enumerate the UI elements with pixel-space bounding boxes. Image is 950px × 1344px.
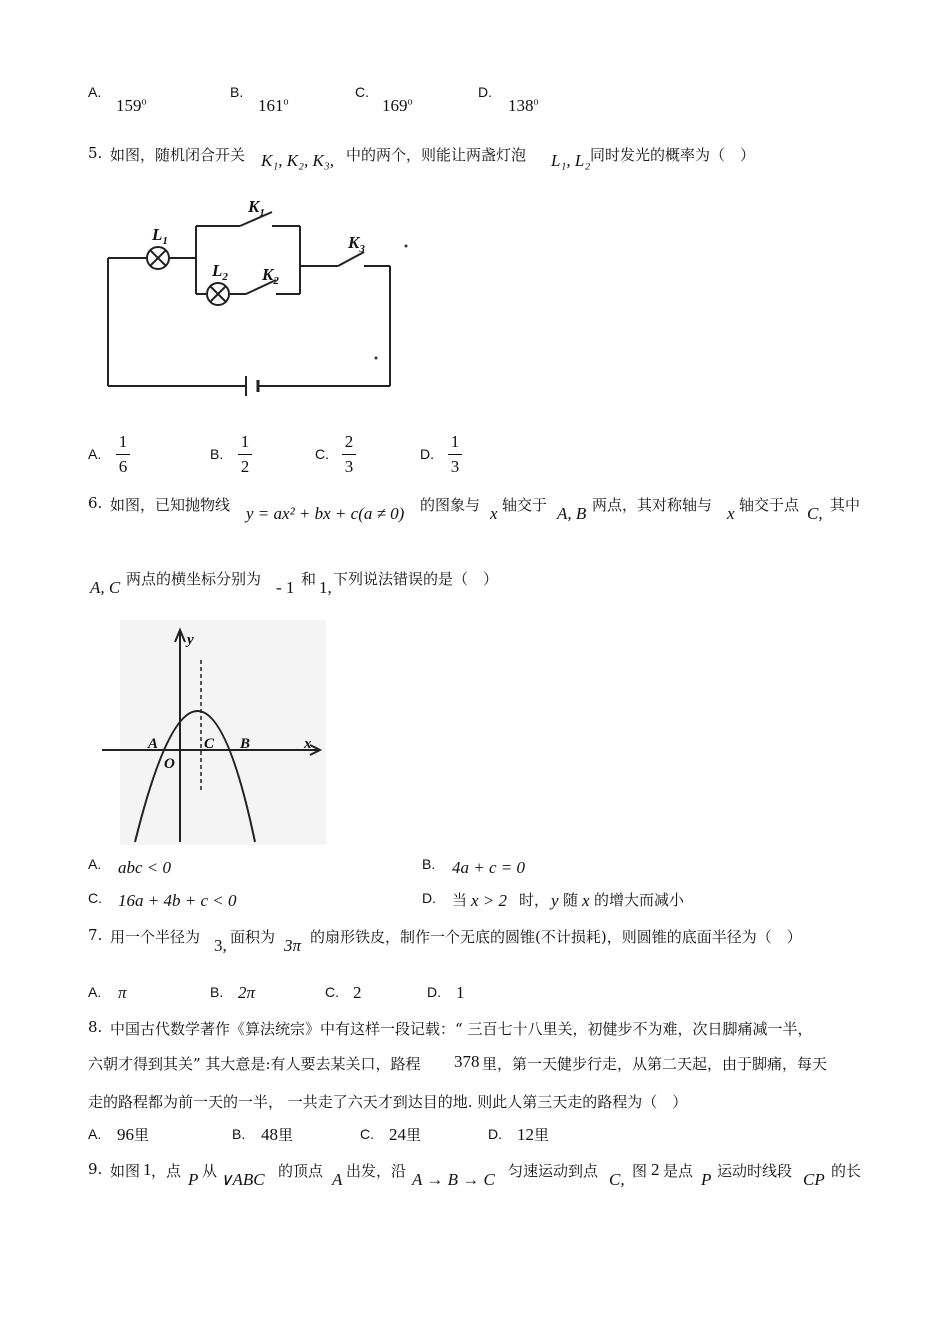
q5-circuit-diagram: [100, 190, 420, 410]
q4-option-d-value: 138$^o$: [508, 96, 539, 115]
q8-line-1: 中国古代数学著作《算法统宗》中有这样一段记载：“ 三百七十八里关，初健步不为难，次日脚痛减一半，: [110, 1020, 813, 1038]
q8-distance: 378: [454, 1052, 480, 1071]
q4-option-a-label: A.: [88, 84, 102, 100]
q6-formula: y = ax² + bx + c(a ≠ 0): [246, 504, 405, 523]
q8-option-c-label: C.: [360, 1126, 374, 1142]
q8-line-2a: 六朝才得到其关” 其大意是:有人要去某关口，路程: [88, 1055, 421, 1073]
q6-option-d-y: y: [551, 891, 559, 910]
q8-line-3: 走的路程都为前一天的一半， 一共走了六天才到达目的地. 则此人第三天走的路程为（ ）: [88, 1093, 688, 1111]
graph-label-o: O: [164, 756, 175, 772]
q9-fig1: 1: [143, 1160, 152, 1179]
q6-option-c-label: C.: [88, 890, 102, 906]
q7-option-c-label: C.: [325, 984, 339, 1000]
q5-text-a: 如图，随机闭合开关: [110, 146, 246, 164]
q6-option-b-label: B.: [422, 856, 436, 872]
q9-c: C,: [609, 1170, 625, 1189]
q7-text-c: 的扇形铁皮，制作一个无底的圆锥(不计损耗)，则圆锥的底面半径为（ ）: [310, 928, 802, 946]
q6-option-d-post: 的增大而减小: [594, 891, 685, 909]
q8-number: 8.: [88, 1018, 103, 1036]
q6-c: C,: [807, 504, 823, 523]
q7-text-a: 用一个半径为: [110, 928, 201, 946]
circuit-label-k1: $K_1$: [248, 197, 265, 219]
q4-option-b-value: 161$^o$: [258, 96, 289, 115]
q9-text-g: 图: [632, 1162, 648, 1180]
q8-option-b-label: B.: [232, 1126, 246, 1142]
q6-text-a: 如图，已知抛物线: [110, 496, 231, 514]
q6-option-c-text: 16a + 4b + c < 0: [118, 891, 237, 910]
q4-option-c-value: 169$^o$: [382, 96, 413, 115]
q6-text-h: 和: [301, 570, 317, 588]
q9-cp: CP: [803, 1170, 825, 1189]
circuit-label-l2: $L_2$: [212, 261, 228, 283]
q5-option-a-fraction: 1 6: [116, 432, 130, 477]
q6-text-d: 两点，其对称轴与: [592, 496, 713, 514]
q9-text-b: ，点: [151, 1162, 182, 1180]
q8-line-2b: 里，第一天健步行走，从第二天起，由于脚痛，每天: [482, 1055, 828, 1073]
q6-one: 1,: [319, 578, 332, 597]
q5-option-c-fraction: 2 3: [342, 432, 356, 477]
q7-number: 7.: [88, 926, 103, 944]
q5-number: 5.: [88, 144, 103, 162]
q6-option-d-x: x: [582, 891, 590, 910]
q5-option-b-label: B.: [210, 446, 224, 462]
q7-option-a-label: A.: [88, 984, 102, 1000]
graph-background: [120, 620, 326, 845]
q6-x2: x: [727, 504, 735, 523]
q4-option-b-label: B.: [230, 84, 244, 100]
q6-ab: A, B: [557, 504, 587, 523]
circuit-label-k3: $K_3$: [348, 233, 365, 255]
q7-option-c-value: 2: [353, 983, 362, 1002]
q7-text-b: 面积为: [230, 928, 276, 946]
q6-option-d-label: D.: [422, 890, 436, 906]
q5-text-c: 同时发光的概率为（ ）: [590, 146, 756, 164]
q9-text-d: 的顶点: [278, 1162, 324, 1180]
q9-a: A: [332, 1170, 343, 1189]
q7-option-d-label: D.: [427, 984, 441, 1000]
q6-text-b: 的图象与: [420, 496, 481, 514]
q6-option-d-pre: 当: [452, 891, 468, 909]
q7-option-b-value: 2π: [238, 983, 256, 1002]
q9-path: A → B → C: [412, 1170, 495, 1189]
q5-option-d-fraction: 1 3: [448, 432, 462, 477]
q6-text-i: 下列说法错误的是（ ）: [333, 570, 499, 588]
q5-option-c-label: C.: [315, 446, 329, 462]
q6-text-f: 其中: [830, 496, 861, 514]
graph-label-x: x: [304, 736, 312, 752]
q9-text-h: 是点: [663, 1162, 694, 1180]
q8-option-a-label: A.: [88, 1126, 102, 1142]
q9-p1: P: [188, 1170, 199, 1189]
q6-ac: A, C: [90, 578, 121, 597]
q8-option-d-label: D.: [488, 1126, 502, 1142]
q5-switches: K₁, K₂, K₃,: [261, 151, 334, 170]
q7-option-b-label: B.: [210, 984, 224, 1000]
q6-number: 6.: [88, 494, 103, 512]
q6-neg1: - 1: [276, 578, 295, 597]
q7-radius: 3,: [214, 936, 227, 955]
q8-option-d: 12里: [517, 1125, 550, 1144]
circuit-label-l1: $L_1$: [152, 225, 168, 247]
q9-text-e: 出发，沿: [346, 1162, 407, 1180]
q6-parabola-graph: [100, 620, 330, 845]
q7-option-a-value: π: [118, 983, 127, 1002]
q4-option-a-value: 159$^o$: [116, 96, 147, 115]
q5-option-a-label: A.: [88, 446, 102, 462]
q4-option-c-label: C.: [355, 84, 369, 100]
q6-option-a-label: A.: [88, 856, 102, 872]
q7-option-d-value: 1: [456, 983, 465, 1002]
q9-text-f: 匀速运动到点: [508, 1162, 599, 1180]
q9-text-i: 运动时线段: [717, 1162, 793, 1180]
q8-option-c: 24里: [389, 1125, 422, 1144]
q5-bulbs: L₁, L₂: [551, 151, 591, 170]
q5-option-d-label: D.: [420, 446, 434, 462]
q8-option-a: 96里: [117, 1125, 150, 1144]
q6-option-d-mid2: 随: [563, 891, 579, 909]
q6-text-e: 轴交于点: [739, 496, 800, 514]
q9-fig2: 2: [651, 1160, 660, 1179]
q9-text-j: 的长: [831, 1162, 862, 1180]
q7-area: 3π: [284, 936, 302, 955]
graph-label-a: A: [148, 736, 159, 752]
q9-text-c: 从: [202, 1162, 218, 1180]
q6-option-a-text: abc < 0: [118, 858, 172, 877]
q8-option-b: 48里: [261, 1125, 294, 1144]
q9-number: 9.: [88, 1160, 103, 1178]
q5-text-b: 中的两个，则能让两盏灯泡: [346, 146, 527, 164]
q6-text-c: 轴交于: [502, 496, 548, 514]
q9-text-a: 如图: [110, 1162, 141, 1180]
q6-option-d-mid: 时，: [519, 891, 550, 909]
q4-option-d-label: D.: [478, 84, 492, 100]
graph-label-y: y: [187, 632, 194, 648]
q9-triangle: ∨ABC: [220, 1170, 265, 1189]
q9-p2: P: [701, 1170, 712, 1189]
q6-option-b-text: 4a + c = 0: [452, 858, 525, 877]
q6-text-g: 两点的横坐标分别为: [126, 570, 262, 588]
circuit-label-k2: $K_2$: [262, 265, 279, 287]
q5-option-b-fraction: 1 2: [238, 432, 252, 477]
q6-x1: x: [490, 504, 498, 523]
q6-option-d-cond: x > 2: [471, 891, 508, 910]
graph-label-c: C: [204, 736, 215, 752]
graph-label-b: B: [240, 736, 251, 752]
